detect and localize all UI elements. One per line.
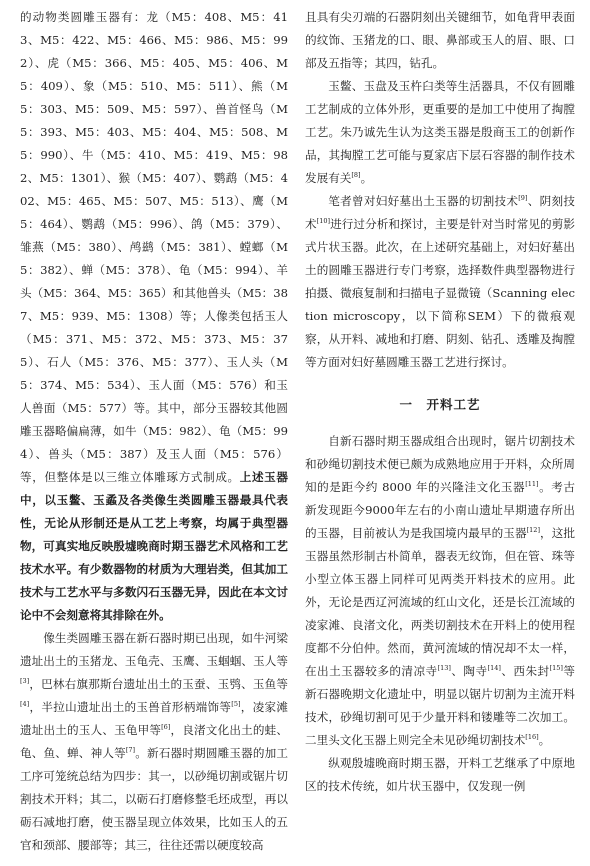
paragraph-text: ，这批玉器虽然形制古朴简单，器表无纹饰，但在管、珠等小型立体玉器上同样可见两类开料技术的应用。此外，无论是西辽河流域的红山文化，还是长江流域的凌家滩、良渚文化，两类切割技术在开料上的使用程度都不分伯仲。然而，黄河流域的情况却不太一样，在出土玉器较多的清凉寺: [305, 526, 575, 678]
citation-ref: [5]: [231, 700, 241, 708]
paragraph-text: 等新石器晚期文化遗址中，明显以锯片切割为主流开料技术，砂绳切割可见于少量开料和镂雕等二次加工。二里头文化玉器上则完全未见砂绳切割技术: [305, 664, 575, 747]
paragraph: [305, 190, 575, 374]
paragraph-text: 。: [538, 733, 551, 747]
paragraph-text: 且具有尖刃端的石器阴刻出关键细节，如龟背甲表面的纹饰、玉猪龙的口、眼、鼻部或玉人的眉、眼、口部及五指等；其四，钻孔。: [305, 10, 575, 70]
citation-ref: [6]: [161, 723, 171, 731]
paragraph-text: 。考古新发现距今9000年左右的小南山遗址早期遗存所出的玉器，目前被认为是我国境内最早的玉器: [305, 480, 575, 540]
paragraph: [305, 75, 575, 190]
citation-ref: [3]: [20, 677, 30, 685]
citation-ref: [16]: [525, 733, 539, 741]
paragraph-text: 、陶寺: [450, 664, 488, 678]
citation-ref: [13]: [437, 664, 451, 672]
paragraph-text: 笔者曾对妇好墓出土玉器的切割技术: [328, 194, 519, 208]
paragraph: [20, 6, 288, 627]
citation-ref: [4]: [20, 700, 30, 708]
citation-ref: [10]: [316, 217, 331, 225]
citation-ref: [15]: [549, 664, 563, 672]
paragraph: [305, 430, 575, 752]
paragraph-text: 、阴刻技术: [305, 194, 575, 231]
paragraph-text: 自新石器时期玉器成组合出现时，锯片切割技术和砂绳切割技术便已颇为成熟地应用于开料，众所周知的是距今约 8000 年的兴隆洼文化玉器: [305, 434, 575, 494]
paragraph-text: ，良渚文化出土的蛙、龟、鱼、蝉、神人等: [20, 723, 288, 760]
paragraph-text: 玉鳖、玉盘及玉杵臼类等生活器具，不仅有圆雕工艺制成的立体外形，更重要的是加工中使用了掏膛工艺。朱乃诚先生认为这类玉器是殷商玉工的创新作品，其掏膛工艺可能与夏家店下层石容器的制作技术发展有关: [305, 79, 575, 185]
citation-ref: [7]: [125, 746, 136, 754]
paragraph-text: 、西朱封: [500, 664, 550, 678]
citation-ref: [8]: [351, 171, 361, 179]
citation-ref: [14]: [487, 664, 501, 672]
paragraph-text: ，巴林右旗那斯台遗址出土的玉蚕、玉鸮、玉鱼等: [29, 677, 288, 691]
paragraph: [305, 752, 575, 798]
paragraph-text: 纵观殷墟晚商时期玉器，开料工艺继承了中原地区的技术传统，如片状玉器中，仅发现一例: [305, 756, 575, 793]
paragraph-text: 的动物类圆雕玉器有：龙（M5：408、M5：413、M5：422、M5：466、M5：986、M5：992）、虎（M5：366、M5：405、M5：406、M5：409）、象（M5：510、M5：511）、熊（M5：303、M5：509、M5：597）、兽首怪鸟（M5：393、M5：403、M5：404、M5：508、M5：990）、牛（M5：410、M5：419、M5：982、M5：1301）、猴（M5：407）、鹦鹉（M5：402、M5：465、M5：507、M5：513）、鹰（M5：464）、鹦鹉（M5：996）、鸽（M5：379）、雏燕（M5：380）、鸬鹚（M5：381）、螳螂（M5：382）、蝉（M5：378）、龟（M5：994）、羊头（M5：364、M5：365）和其他兽头（M5：387、M5：939、M5：1308）等；人像类包括玉人（M5：371、M5：372、M5：373、M5：375）、石人（M5：376、M5：377）、玉人头（M5：374、M5：534）、玉人面（M5：576）和玉人兽面（M5：577）等。其中，部分玉器较其他圆雕玉器略偏扁薄，如牛（M5：982）、龟（M5：994）、兽头（M5：387）及玉人面（M5：576）等，但整体是以三维立体雕琢方式制成。: [20, 10, 288, 484]
citation-ref: [12]: [526, 526, 540, 534]
citation-ref: [9]: [518, 194, 528, 202]
paragraph-text: 进行过分析和探讨，主要是针对当时常见的剪影式片状玉器。此次，在上述研究基础上，对妇好墓出土的圆雕玉器进行专门考察，选择数件典型器物进行拍摄、微痕复制和扫描电子显微镜（Scanning election microscopy，以下简称SEM）下的微痕观察，从开料、减地和打磨、阴刻、钻孔、透雕及掏膛等方面对妇好墓圆雕玉器工艺进行探讨。: [305, 217, 575, 369]
paragraph-text: 。新石器时期圆雕玉器的加工工序可笼统总结为四步：其一，以砂绳切割或锯片切割技术开料；其二，以砺石打磨修整毛坯成型，再以砺石减地打磨，使玉器呈现立体效果，比如玉人的五官和颈部、腰部等；其三，往往还需以硬度较高: [20, 746, 288, 852]
paragraph: [305, 6, 575, 75]
paragraph-text: ，凌家滩遗址出土的玉人、玉龟甲等: [20, 700, 288, 737]
left-column: [20, 6, 288, 857]
bold-text: 上述玉器中，以玉鳖、玉蟊及各类像生类圆雕玉器最具代表性，无论从形制还是从工艺上考察，均属于典型器物，可真实地反映殷墟晚商时期玉器艺术风格和工艺技术水平。有少数器物的材质为大理岩类，但其加工技术与工艺水平与多数闪石玉器无异，因此在本文讨论中不会刻意将其排除在外。: [20, 470, 288, 622]
section-heading: 一 开料工艺: [399, 397, 481, 412]
paragraph-text: 。: [360, 171, 373, 185]
right-column: [305, 6, 575, 798]
paragraph: [20, 627, 288, 857]
citation-ref: [11]: [525, 480, 539, 488]
paragraph-text: 像生类圆雕玉器在新石器时期已出现，如牛河梁遗址出土的玉猪龙、玉龟壳、玉鹰、玉蝈蝈、玉人等: [20, 631, 288, 668]
paragraph-text: ，半拉山遗址出土的玉兽首形柄端饰等: [29, 700, 232, 714]
